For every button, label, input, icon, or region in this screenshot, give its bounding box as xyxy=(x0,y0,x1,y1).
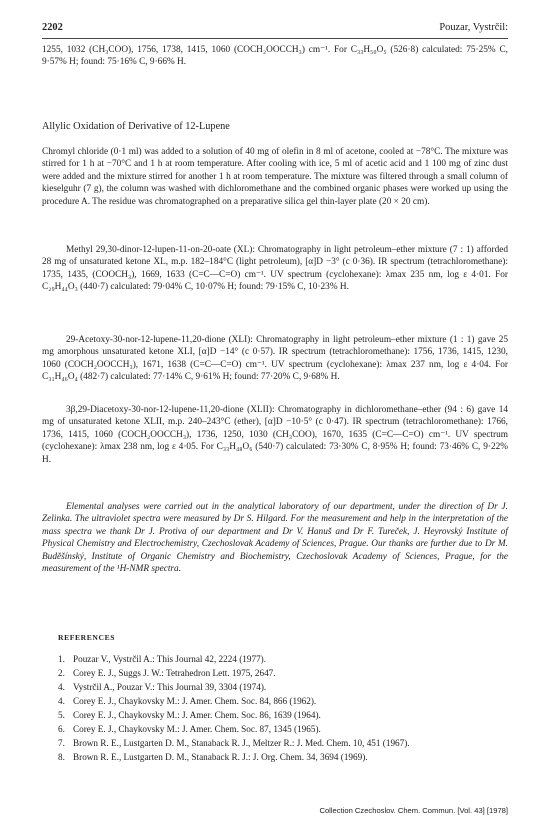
compound-xli-paragraph: 29-Acetoxy-30-nor-12-lupene-11,20-dione (XLI): Chromatography in light petroleum–ether mixture (1 : 1) gave 25 mg amorphous unsaturated ketone XLI, [α]D −14° (c 0·57). IR spectrum (tetrachloromethane): 1756, 1736, 1415, 1230, 1060 (COCH₂OOCCH₃), 1671, 1638 (C=C—C=O) cm⁻¹. UV spectrum (cyclohexane): λmax 237 nm, log ε 4·04. For C₃₁H₄₆O₄ (482·7) calculated: 77·14% C, 9·61% H; found: 77·20% C, 9·68% H. xyxy=(42,335,508,383)
reference-item: 7. Brown R. E., Lustgarten D. M., Stanaback R. J., Meltzer R.: J. Med. Chem. 10, 451 (1967). xyxy=(58,738,410,748)
references-list xyxy=(58,652,508,764)
running-header xyxy=(42,20,508,39)
section-title: Allylic Oxidation of Derivative of 12-Lupene xyxy=(42,121,230,132)
reference-item: 1. Pouzar V., Vystrčil A.: This Journal 42, 2224 (1977). xyxy=(58,654,267,664)
reference-item: 8. Brown R. E., Lustgarten D. M., Stanaback R. J.: J. Org. Chem. 34, 3694 (1969). xyxy=(58,752,368,762)
compound-xlii-paragraph: 3β,29-Diacetoxy-30-nor-12-lupene-11,20-dione (XLII): Chromatography in dichloromethane–ether (94 : 6) gave 14 mg of unsaturated ketone XLII, m.p. 240–243°C (ether), [α]D −10·5° (c 0·47). IR spectrum (tetrachloromethane): 1766, 1736, 1415, 1060 (COCH₂OOCCH₃), 1736, 1250, 1030 (CH₃COO), 1670, 1635 (C=C—C=O) cm⁻¹. UV spectrum (cyclohexane): λmax 238 nm, log ε 4·05. For C₃₃H₄₈O₆ (540·7) calculated: 73·30% C, 8·95% H; found: 73·46% C, 9·22% H. xyxy=(42,405,508,465)
reference-item: 4. Corey E. J., Chaykovsky M.: J. Amer. Chem. Soc. 84, 866 (1962). xyxy=(58,696,317,706)
reference-item: 4. Vystrčil A., Pouzar V.: This Journal 39, 3304 (1974). xyxy=(58,682,267,692)
journal-footer: Collection Czechoslov. Chem. Commun. [Vol. 43] [1978] xyxy=(319,806,508,815)
page-number: 2202 xyxy=(42,22,63,33)
running-header-authors: Pouzar, Vystrčil: xyxy=(439,22,508,33)
references-heading: REFERENCES xyxy=(58,633,116,642)
acknowledgement-paragraph: Elemental analyses were carried out in the analytical laboratory of our department, under the direction of Dr J. Zelinka. The ultraviolet spectra were measured by Dr S. Hilgard. For the measurement and help in the interpretation of the mass spectra we thank Dr J. Protiva of our department and Dr V. Hanuš and Dr F. Tureček, J. Heyrovský Institute of Physical Chemistry and Electrochemistry, Czechoslovak Academy of Sciences, Prague. Our thanks are further due to Dr M. Buděšínský, Institute of Organic Chemistry and Biochemistry, Czechoslovak Academy of Sciences, Prague, for the measurement of the ¹H-NMR spectra. xyxy=(42,502,508,575)
intro-paragraph: 1255, 1032 (CH₃COO), 1756, 1738, 1415, 1060 (COCH₂OOCCH₃) cm⁻¹. For C₃₃H₅₀O₅ (526·8) calculated: 75·25% C, 9·57% H; found: 75·16% C, 9·66% H. xyxy=(42,45,508,68)
reference-item: 5. Corey E. J., Chaykovsky M.: J. Amer. Chem. Soc. 86, 1639 (1964). xyxy=(58,710,321,720)
reference-item: 2. Corey E. J., Suggs J. W.: Tetrahedron Lett. 1975, 2647. xyxy=(58,668,276,678)
reference-item: 6. Corey E. J., Chaykovsky M.: J. Amer. Chem. Soc. 87, 1345 (1965). xyxy=(58,724,321,734)
procedure-paragraph: Chromyl chloride (0·1 ml) was added to a solution of 40 mg of olefin in 8 ml of acetone, cooled at −78°C. The mixture was stirred for 1 h at −70°C and 1 h at room temperature. After cooling with ice, 5 ml of acetic acid and 1 100 mg of zinc dust were added and the mixture stirred for another 1 h at room temperature. The mixture was filtered through a small column of kieselguhr (7 g), the column was washed with dichloromethane and the combined organic phases were worked up using the procedure A. The residue was chromatographed on a preparative silica gel thin-layer plate (20 × 20 cm). xyxy=(42,147,508,207)
compound-xl-paragraph: Methyl 29,30-dinor-12-lupen-11-on-20-oate (XL): Chromatography in light petroleum–ether mixture (7 : 1) afforded 28 mg of unsaturated ketone XL, m.p. 182–184°C (light petroleum), [α]D −3° (c 0·36). IR spectrum (tetrachloromethane): 1735, 1435, (COOCH₃), 1669, 1633 (C=C—C=O) cm⁻¹. UV spectrum (cyclohexane): λmax 235 nm, log ε 4·01. For C₂₉H₄₄O₃ (440·7) calculated: 79·04% C, 10·07% H; found: 79·15% C, 10·23% H. xyxy=(42,245,508,293)
